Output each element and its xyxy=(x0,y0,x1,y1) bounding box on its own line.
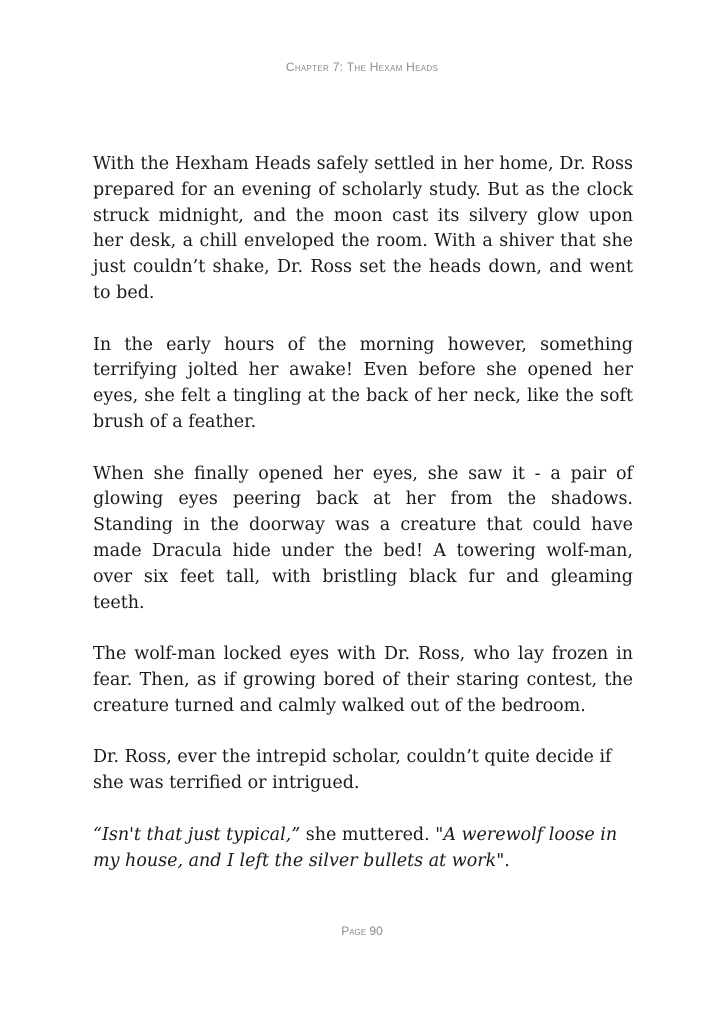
paragraph-5: Dr. Ross, ever the intrepid scholar, couldn’t quite decide if she was terrified or intrigued. xyxy=(93,747,612,794)
quote-typical: “Isn't that just typical,” xyxy=(93,824,301,845)
paragraph-2: In the early hours of the morning however, something terrifying jolted her awake! Even before she opened her eyes, she felt a tingling at the back of her neck, like the soft brush of a feather. xyxy=(93,334,633,432)
running-header: Chapter 7: The Hexam Heads xyxy=(285,60,439,74)
page-number: Page 90 xyxy=(341,924,383,938)
narration: she muttered. xyxy=(300,824,436,845)
paragraph-6 xyxy=(93,823,633,875)
final-period: . xyxy=(504,850,510,871)
body-text xyxy=(93,152,633,874)
paragraph-3: When she finally opened her eyes, she saw it - a pair of glowing eyes peering back at her from the shadows. Standing in the doorway was a creature that could have made Dracula hide under the bed! A towering wolf-man, over six feet tall, with bristling black fur and gleaming teeth. xyxy=(93,463,633,613)
quote-werewolf: "A werewolf loose in my house, and I left the silver bullets at work" xyxy=(93,824,618,871)
paragraph-4: The wolf-man locked eyes with Dr. Ross, who lay frozen in fear. Then, as if growing bored of their staring contest, the creature turned and calmly walked out of the bedroom. xyxy=(93,644,633,716)
paragraph-1: With the Hexham Heads safely settled in her home, Dr. Ross prepared for an evening of scholarly study. But as the clock struck midnight, and the moon cast its silvery glow upon her desk, a chill enveloped the room. With a shiver that she just couldn’t shake, Dr. Ross set the heads down, and went to bed. xyxy=(93,154,633,303)
